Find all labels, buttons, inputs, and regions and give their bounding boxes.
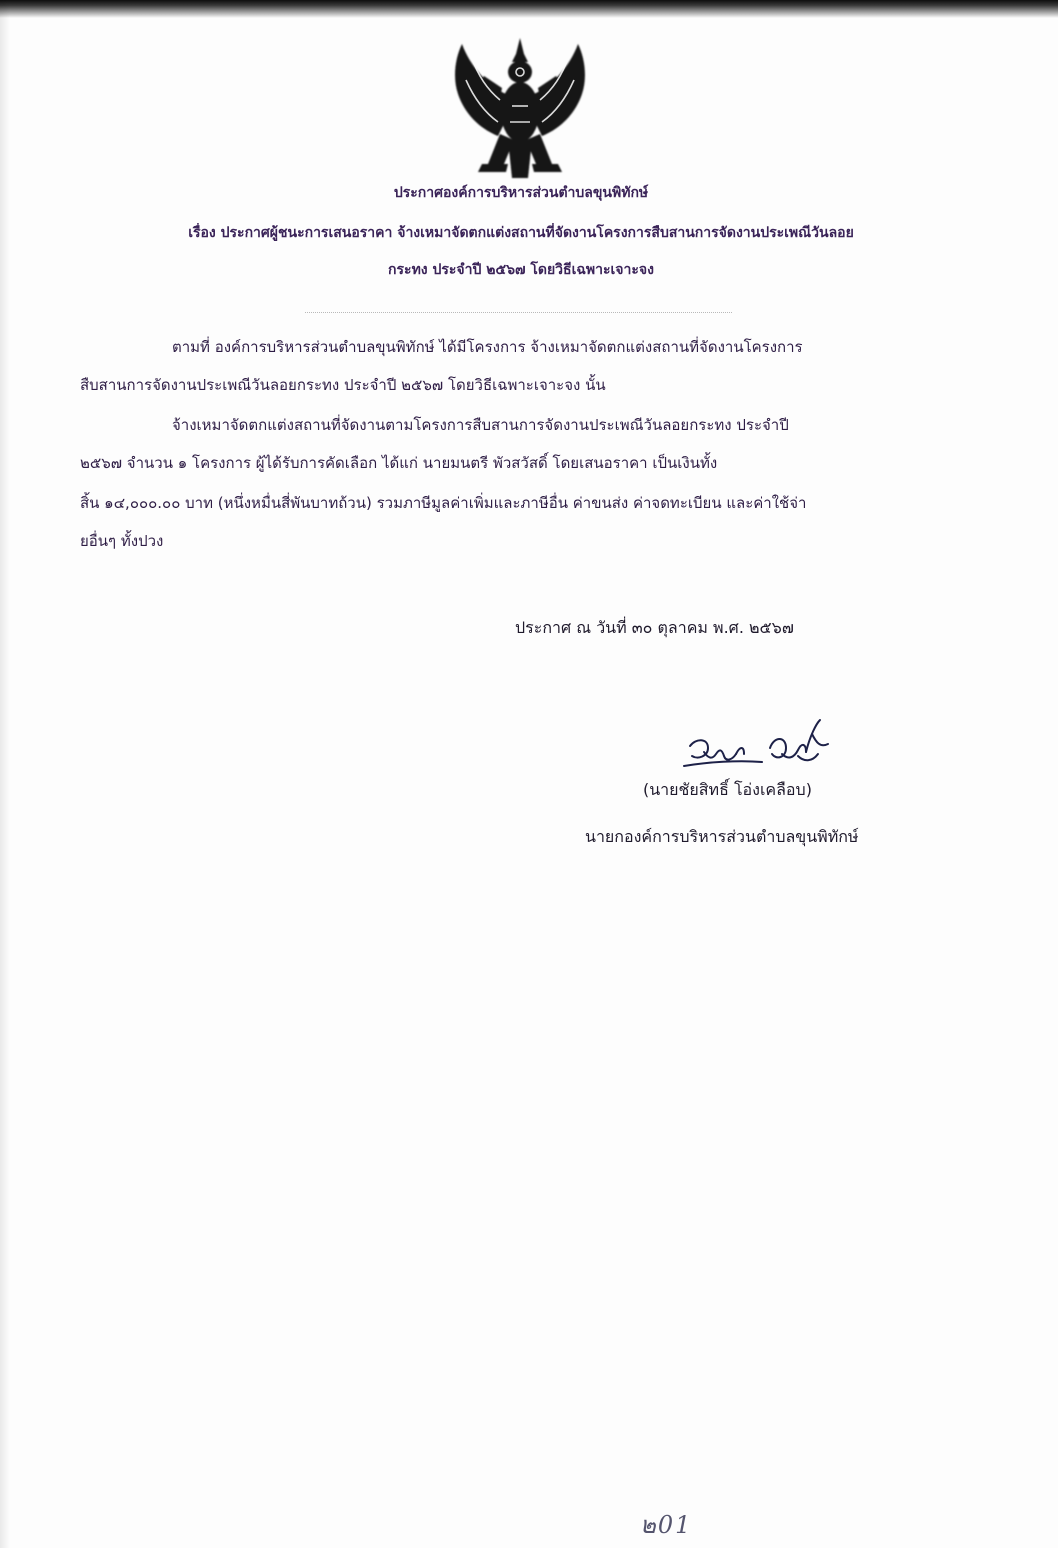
signatory-position: นายกองค์การบริหารส่วนตำบลขุนพิทักษ์ — [585, 827, 859, 846]
paragraph-2-line-4: ยอื่นๆ ทั้งปวง — [80, 532, 164, 550]
signature-icon — [678, 716, 838, 778]
paragraph-1-line-1: ตามที่ องค์การบริหารส่วนตำบลขุนพิทักษ์ ได้มีโครงการ จ้างเหมาจัดตกแต่งสถานที่จัดงานโครงการ — [172, 338, 803, 356]
scan-top-edge-shadow — [0, 0, 1058, 18]
paragraph-2-line-1: จ้างเหมาจัดตกแต่งสถานที่จัดงานตามโครงการสืบสานการจัดงานประเพณีวันลอยกระทง ประจำปี — [172, 416, 789, 434]
handwritten-page-mark: ๒01 — [640, 1511, 693, 1539]
announcement-date: ประกาศ ณ วันที่ ๓๐ ตุลาคม พ.ศ. ๒๕๖๗ — [515, 618, 794, 637]
signatory-name: (นายชัยสิทธิ์ โอ่งเคลือบ) — [643, 780, 812, 799]
subject-line-2: กระทง ประจำปี ๒๕๖๗ โดยวิธีเฉพาะเจาะจง — [388, 262, 654, 278]
subject-line-1: เรื่อง ประกาศผู้ชนะการเสนอราคา จ้างเหมาจัดตกแต่งสถานที่จัดงานโครงการสืบสานการจัดงานประเพณีวันลอย — [188, 225, 854, 241]
paragraph-1-line-2: สืบสานการจัดงานประเพณีวันลอยกระทง ประจำปี ๒๕๖๗ โดยวิธีเฉพาะเจาะจง นั้น — [80, 376, 606, 394]
announcement-title: ประกาศองค์การบริหารส่วนตำบลขุนพิทักษ์ — [393, 185, 649, 201]
paragraph-2-line-3: สิ้น ๑๔,๐๐๐.๐๐ บาท (หนึ่งหมื่นสี่พันบาทถ้วน) รวมภาษีมูลค่าเพิ่มและภาษีอื่น ค่าขนส่ง ค่าจดทะเบียน และค่าใช้จ่า — [80, 494, 807, 512]
paragraph-2-line-2: ๒๕๖๗ จำนวน ๑ โครงการ ผู้ได้รับการคัดเลือก ได้แก่ นายมนตรี พัวสวัสดิ์ โดยเสนอราคา เป็นเงินทั้ง — [80, 454, 718, 472]
title-divider — [305, 312, 732, 313]
garuda-emblem-icon — [448, 36, 593, 184]
